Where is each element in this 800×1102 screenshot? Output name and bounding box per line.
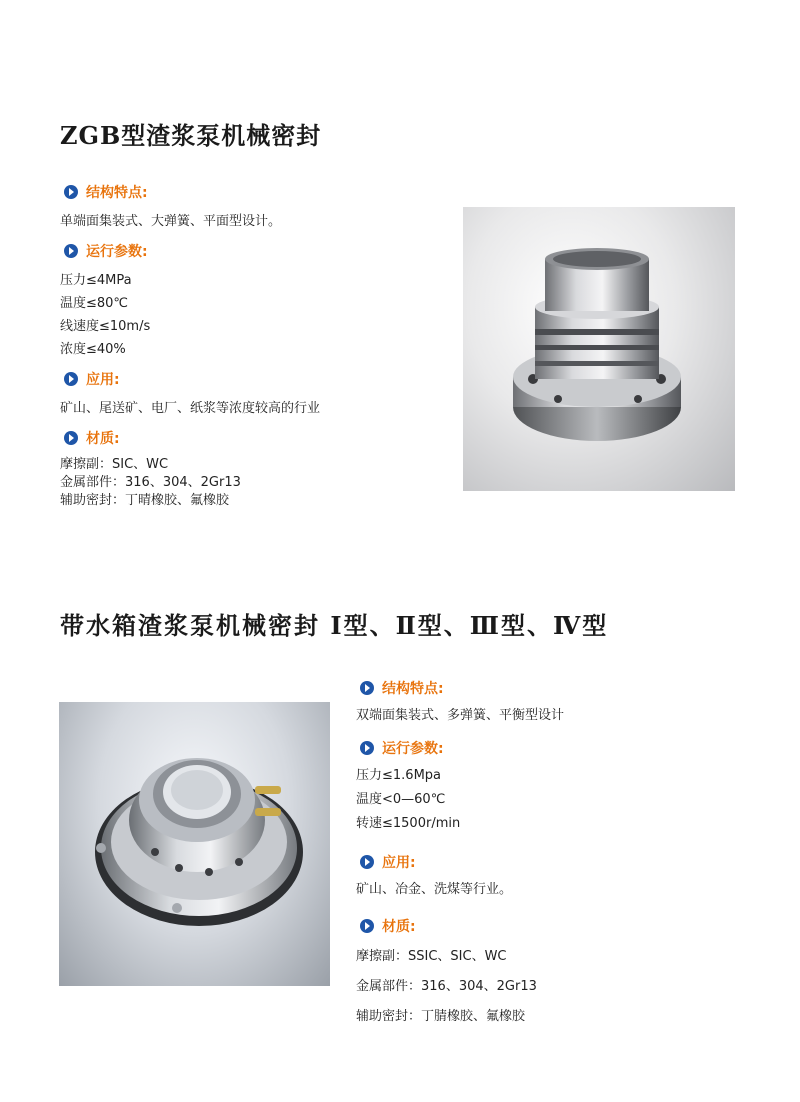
spec-line: 压力≤4MPa	[60, 273, 132, 288]
product-1-material-section	[60, 426, 450, 510]
product-1-structure-section	[60, 180, 450, 233]
spec-line: 压力≤1.6Mpa	[356, 768, 442, 783]
chevron-right-circle-icon	[360, 681, 374, 695]
spec-line: 矿山、尾送矿、电厂、纸浆等浓度较高的行业	[60, 401, 321, 416]
spec-line: 转速≤1500r/min	[356, 816, 461, 831]
section-heading: 运行参数:	[382, 741, 444, 757]
product-2-title: 带水箱渣浆泵机械密封 Ⅰ型、Ⅱ型、Ⅲ型、Ⅳ型	[60, 611, 609, 640]
section-heading: 结构特点:	[382, 681, 444, 697]
product-1-application-section	[60, 367, 450, 420]
spec-line: 双端面集装式、多弹簧、平衡型设计	[356, 708, 565, 723]
product-2-structure-section	[356, 676, 776, 728]
chevron-right-circle-icon	[360, 741, 374, 755]
product-1-specs	[60, 180, 450, 516]
spec-line: 温度≤80℃	[60, 296, 129, 311]
spec-line: 金属部件：316、304、2Gr13	[60, 475, 241, 490]
product-2-params-section	[356, 736, 776, 836]
spec-line: 摩擦副：SIC、WC	[60, 457, 169, 472]
product-2-specs	[356, 676, 776, 1032]
chevron-right-circle-icon	[360, 919, 374, 933]
spec-line: 矿山、冶金、洗煤等行业。	[356, 882, 513, 897]
section-heading: 材质:	[382, 919, 416, 935]
product-2-photo	[59, 702, 330, 986]
section-heading: 应用:	[382, 855, 416, 871]
chevron-right-circle-icon	[360, 855, 374, 869]
spec-line: 辅助密封：丁腈橡胶、氟橡胶	[356, 1009, 526, 1024]
section-heading: 应用:	[86, 372, 120, 388]
spec-line: 浓度≤40%	[60, 342, 126, 357]
spec-line: 金属部件：316、304、2Gr13	[356, 979, 537, 994]
chevron-right-circle-icon	[64, 372, 78, 386]
product-2-material-section	[356, 914, 776, 1032]
spec-line: 辅助密封：丁晴橡胶、氟橡胶	[60, 493, 230, 508]
section-heading: 材质:	[86, 431, 120, 447]
chevron-right-circle-icon	[64, 431, 78, 445]
section-heading: 结构特点:	[86, 185, 148, 201]
section-heading: 运行参数:	[86, 244, 148, 260]
chevron-right-circle-icon	[64, 185, 78, 199]
product-1-title: ZGB型渣浆泵机械密封	[60, 121, 322, 150]
product-2-application-section	[356, 850, 776, 902]
product-1-params-section	[60, 239, 450, 361]
spec-line: 温度<0—60℃	[356, 792, 446, 807]
spec-line: 线速度≤10m/s	[60, 319, 151, 334]
spec-line: 摩擦副：SSIC、SIC、WC	[356, 949, 507, 964]
product-1-photo	[463, 207, 735, 491]
chevron-right-circle-icon	[64, 244, 78, 258]
spec-line: 单端面集装式、大弹簧、平面型设计。	[60, 214, 282, 229]
